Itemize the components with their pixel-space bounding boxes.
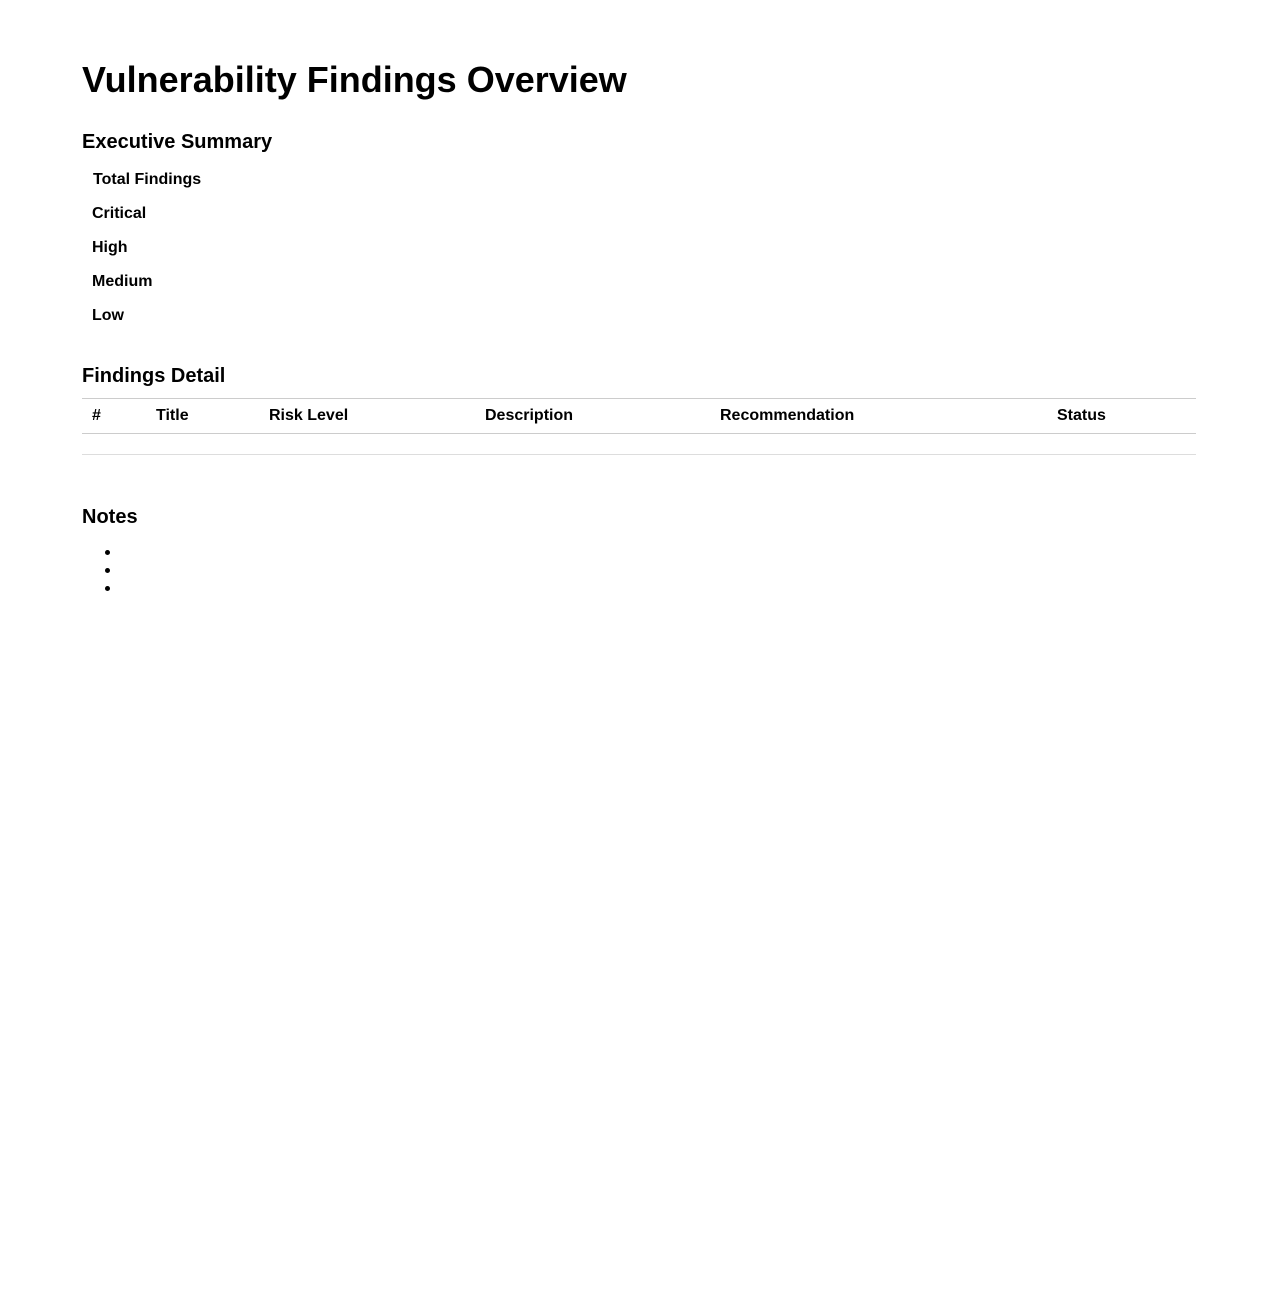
bullet-icon <box>105 568 110 573</box>
summary-item-label: Critical <box>92 205 147 222</box>
bullet-icon <box>105 550 110 555</box>
column-header-title: Title <box>156 407 189 424</box>
summary-item-critical <box>92 202 146 226</box>
summary-item-label: Medium <box>92 273 153 290</box>
summary-item-label: High <box>92 239 128 256</box>
findings-table <box>82 398 1196 455</box>
findings-table-header-row <box>82 399 1196 434</box>
summary-item-total-findings <box>93 168 201 192</box>
column-header-status: Status <box>1057 407 1106 424</box>
column-header-number: # <box>92 407 101 424</box>
table-empty-cell <box>82 434 1196 455</box>
bullet-icon <box>105 586 110 591</box>
summary-item-label: Total Findings <box>93 171 202 188</box>
executive-summary-heading: Executive Summary <box>82 131 273 153</box>
column-header-description: Description <box>485 407 574 424</box>
summary-item-low <box>92 304 124 328</box>
column-header-risk-level: Risk Level <box>269 407 349 424</box>
page-title: Vulnerability Findings Overview <box>82 59 627 100</box>
summary-item-high <box>92 236 128 260</box>
findings-detail-heading: Findings Detail <box>82 365 226 387</box>
column-header-recommendation: Recommendation <box>720 407 855 424</box>
summary-item-label: Low <box>92 307 124 324</box>
notes-heading: Notes <box>82 506 138 528</box>
summary-item-medium <box>92 270 152 294</box>
findings-table-empty-row <box>82 434 1196 455</box>
